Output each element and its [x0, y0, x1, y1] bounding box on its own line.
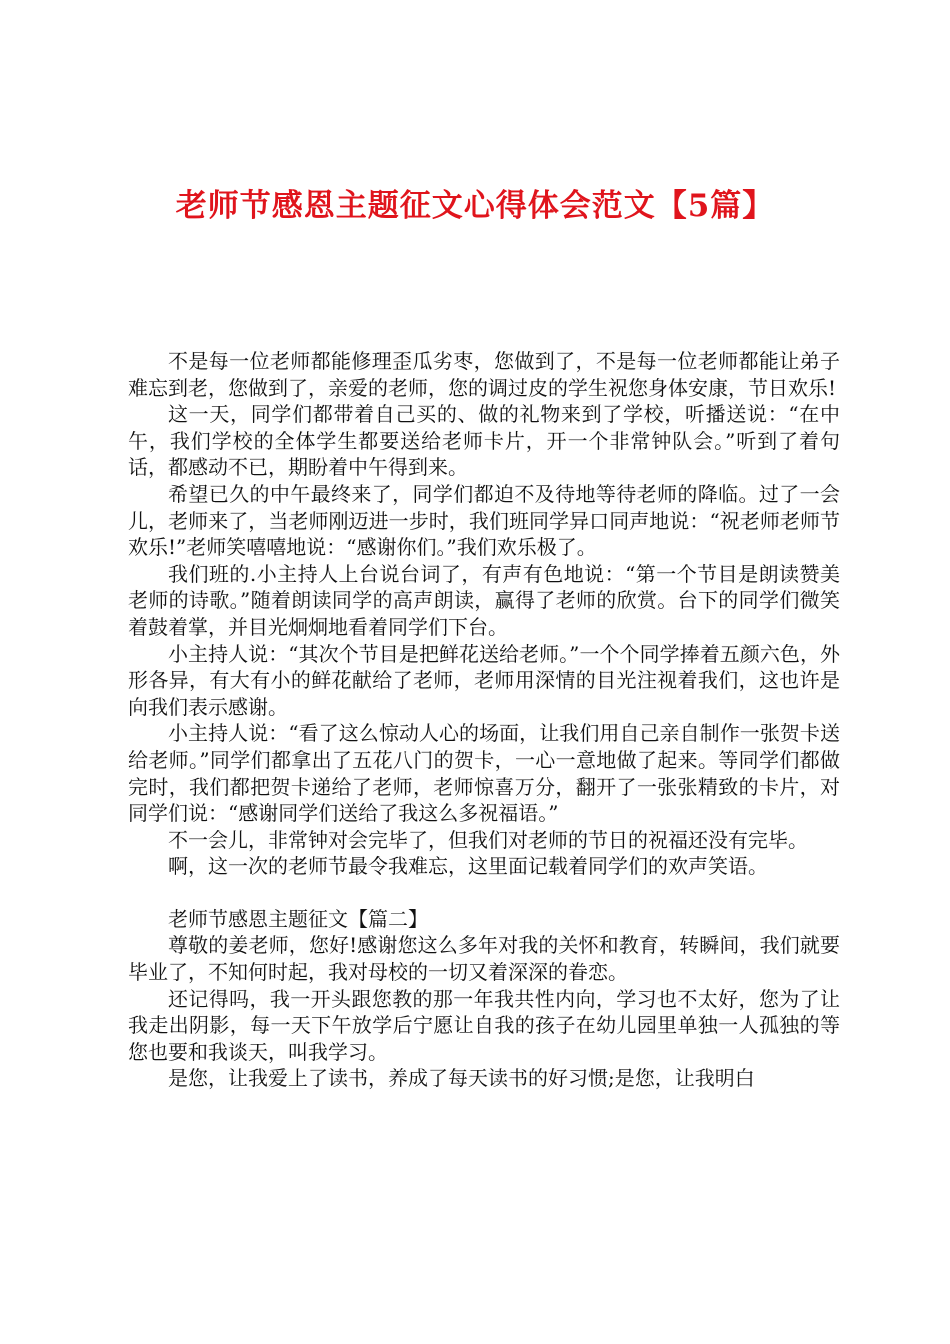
- section-spacer: [128, 880, 840, 906]
- document-title: 老师节感恩主题征文心得体会范文【5篇】: [175, 188, 775, 224]
- paragraph: 希望已久的中午最终来了，同学们都迫不及待地等待老师的降临。过了一会儿，老师来了，当老师刚迈进一步时，我们班同学异口同声地说：“祝老师老师节欢乐!”老师笑嘻嘻地说：“感谢你们。”我们欢乐极了。: [128, 481, 840, 560]
- paragraph: 还记得吗，我一开头跟您教的那一年我共性内向，学习也不太好，您为了让我走出阴影，每一天下午放学后宁愿让自我的孩子在幼儿园里单独一人孤独的等您也要和我谈天，叫我学习。: [128, 986, 840, 1064]
- document-body: [128, 348, 840, 1092]
- section-heading: 老师节感恩主题征文【篇二】: [168, 906, 428, 931]
- paragraph: 小主持人说：“看了这么惊动人心的场面，让我们用自己亲自制作一张贺卡送给老师。”同学们都拿出了五花八门的贺卡，一心一意地做了起来。等同学们都做完时，我们都把贺卡递给了老师，老师惊喜万分，翻开了一张张精致的卡片，对同学们说：“感谢同学们送给了我这么多祝福语。”: [128, 721, 840, 826]
- paragraph: 尊敬的姜老师，您好!感谢您这么多年对我的关怀和教育，转瞬间，我们就要毕业了，不知何时起，我对母校的一切又着深深的眷恋。: [128, 933, 840, 985]
- paragraph: 不是每一位老师都能修理歪瓜劣枣，您做到了，不是每一位老师都能让弟子难忘到老，您做到了，亲爱的老师，您的调过皮的学生祝您身体安康，节日欢乐!: [128, 349, 840, 400]
- paragraph: 不一会儿，非常钟对会完毕了，但我们对老师的节日的祝福还没有完毕。: [168, 827, 808, 852]
- paragraph: 这一天，同学们都带着自己买的、做的礼物来到了学校，听播送说：“在中午，我们学校的全体学生都要送给老师卡片，开一个非常钟队会。”听到了着句话，都感动不已，期盼着中午得到来。: [128, 402, 840, 480]
- paragraph: 小主持人说：“其次个节目是把鲜花送给老师。”一个个同学捧着五颜六色，外形各异，有大有小的鲜花献给了老师，老师用深情的目光注视着我们，这也许是向我们表示感谢。: [128, 641, 840, 719]
- paragraph: 我们班的.小主持人上台说台词了，有声有色地说：“第一个节目是朗读赞美老师的诗歌。”随着朗读同学的高声朗读，赢得了老师的欣赏。台下的同学们微笑着鼓着掌，并目光炯炯地看着同学们下台。: [128, 561, 840, 639]
- paragraph: 是您，让我爱上了读书，养成了每天读书的好习惯;是您，让我明白: [168, 1066, 755, 1091]
- paragraph: 啊，这一次的老师节最令我难忘，这里面记载着同学们的欢声笑语。: [168, 854, 768, 879]
